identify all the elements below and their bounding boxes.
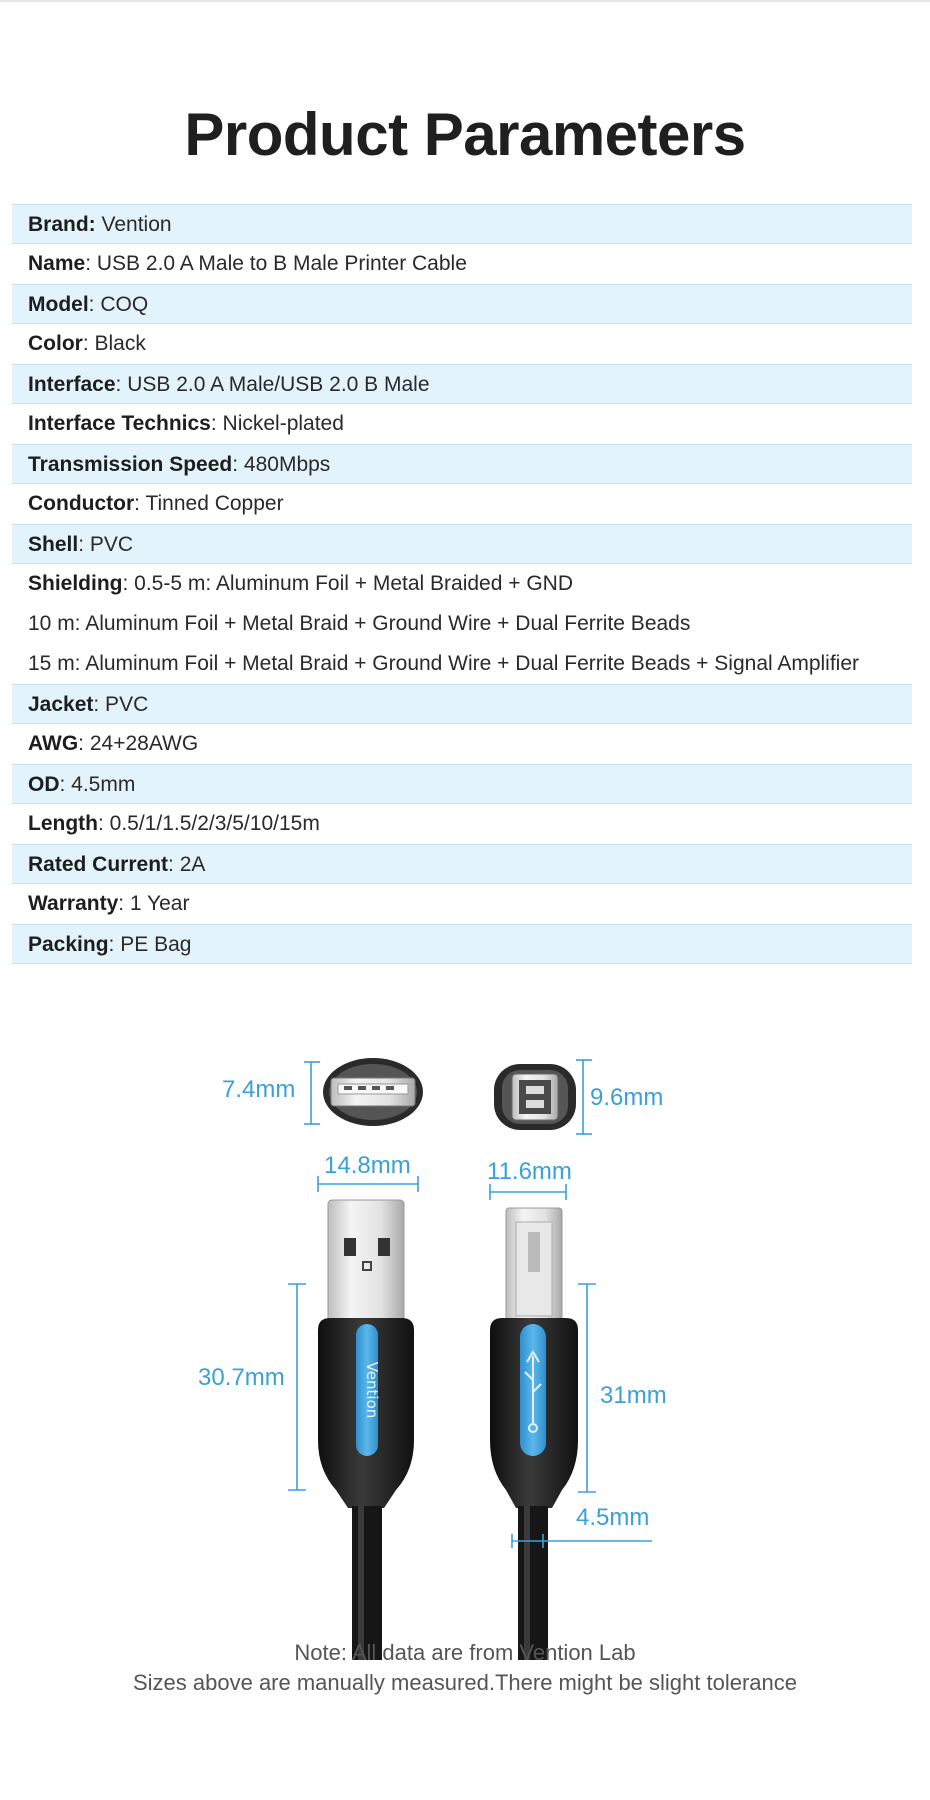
- usb-a-height-label: 7.4mm: [222, 1076, 296, 1103]
- spec-row: [12, 764, 912, 804]
- spec-key: Shielding: [28, 572, 123, 595]
- spec-value: : 1 Year: [118, 892, 190, 915]
- note-line-1: Note: All data are from Vention Lab: [294, 1640, 636, 1665]
- spec-value: 10 m: Aluminum Foil + Metal Braid + Ground Wire + Dual Ferrite Beads: [28, 612, 691, 635]
- spec-row: [12, 564, 912, 604]
- spec-key: AWG: [28, 732, 79, 755]
- spec-key: Brand:: [28, 213, 96, 236]
- spec-value: : USB 2.0 A Male to B Male Printer Cable: [85, 252, 467, 275]
- spec-value: : COQ: [88, 293, 149, 316]
- spec-key: Warranty: [28, 892, 119, 915]
- spec-row: [12, 804, 912, 844]
- spec-row: [12, 724, 912, 764]
- usb-b-width-label: 11.6mm: [487, 1158, 572, 1185]
- spec-row: [12, 404, 912, 444]
- spec-row: [12, 524, 912, 564]
- spec-key: Shell: [28, 533, 79, 556]
- spec-key: Interface Technics: [28, 412, 211, 435]
- spec-value: : 4.5mm: [59, 773, 136, 796]
- spec-row: [12, 284, 912, 324]
- usb-b-connector: [490, 1208, 578, 1660]
- spec-key: Jacket: [28, 693, 94, 716]
- usb-a-width-label: 14.8mm: [324, 1152, 411, 1179]
- spec-value: : 0.5/1/1.5/2/3/5/10/15m: [97, 812, 320, 835]
- spec-key: Model: [28, 293, 89, 316]
- spec-key: Conductor: [28, 492, 135, 515]
- spec-row: [12, 924, 912, 964]
- cable-illustration: [0, 1000, 930, 1660]
- spec-value: : Black: [82, 332, 146, 355]
- spec-value: : PE Bag: [108, 933, 192, 956]
- spec-value: Vention: [95, 213, 172, 236]
- spec-row: [12, 324, 912, 364]
- spec-key: OD: [28, 773, 60, 796]
- spec-value: : PVC: [93, 693, 149, 716]
- spec-key: Length: [28, 812, 98, 835]
- usb-a-housing-label: 30.7mm: [198, 1364, 285, 1391]
- spec-row: [12, 244, 912, 284]
- spec-row: [12, 684, 912, 724]
- top-divider: [0, 0, 930, 2]
- spec-key: Rated Current: [28, 853, 169, 876]
- spec-value: : 0.5-5 m: Aluminum Foil + Metal Braided + GND: [122, 572, 574, 595]
- note-line-2: Sizes above are manually measured.There might be slight tolerance: [132, 1670, 798, 1695]
- usb-b-housing-label: 31mm: [600, 1382, 667, 1409]
- page-title: Product Parameters: [184, 101, 746, 168]
- usb-a-end-view: [323, 1058, 423, 1126]
- usb-b-end-view: [494, 1064, 576, 1130]
- usb-b-height-label: 9.6mm: [590, 1084, 664, 1111]
- spec-key: Color: [28, 332, 83, 355]
- spec-key: Name: [28, 252, 86, 275]
- spec-row: [12, 204, 912, 244]
- spec-table: [12, 204, 912, 964]
- spec-row: [12, 604, 912, 644]
- spec-row: [12, 884, 912, 924]
- spec-row: [12, 444, 912, 484]
- spec-value: : 24+28AWG: [78, 732, 199, 755]
- spec-value: : PVC: [78, 533, 134, 556]
- vention-logo-text: Vention: [363, 1361, 381, 1419]
- spec-value: : Nickel-plated: [210, 412, 344, 435]
- spec-key: Packing: [28, 933, 109, 956]
- spec-key: Interface: [28, 373, 116, 396]
- cable-od-label: 4.5mm: [576, 1504, 650, 1531]
- spec-row: [12, 484, 912, 524]
- spec-value: : 2A: [168, 853, 206, 876]
- spec-value: 15 m: Aluminum Foil + Metal Braid + Ground Wire + Dual Ferrite Beads + Signal Amplifier: [28, 652, 860, 675]
- spec-value: : 480Mbps: [232, 453, 331, 476]
- spec-row: [12, 364, 912, 404]
- usb-a-connector: [318, 1200, 414, 1660]
- spec-row: [12, 644, 912, 684]
- spec-key: Transmission Speed: [28, 453, 233, 476]
- spec-row: [12, 844, 912, 884]
- spec-value: : USB 2.0 A Male/USB 2.0 B Male: [115, 373, 430, 396]
- cable-dimension-figure: [0, 1000, 930, 1660]
- spec-value: : Tinned Copper: [134, 492, 284, 515]
